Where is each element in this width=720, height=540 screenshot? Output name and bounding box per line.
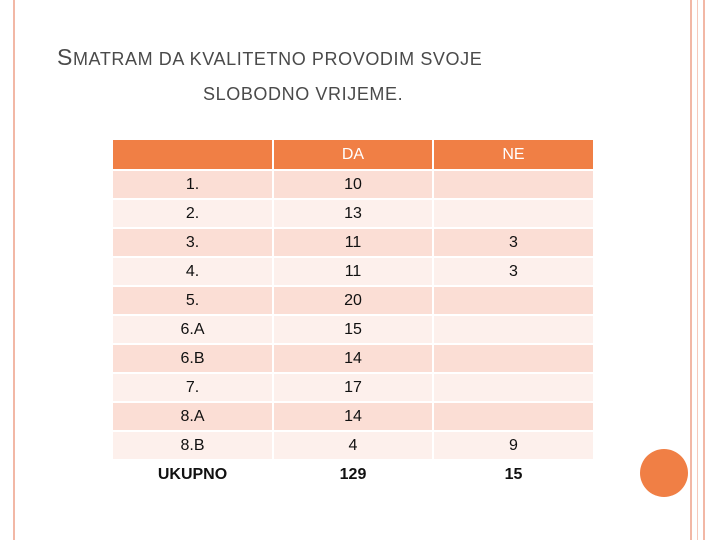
- table-row: [113, 431, 593, 460]
- row-ne-value: [433, 286, 593, 315]
- table-header-row: [113, 140, 593, 170]
- row-da-value: 4: [273, 431, 433, 460]
- row-da-value: 11: [273, 257, 433, 286]
- header-cell-da: DA: [273, 140, 433, 170]
- slide-title-line-2: SLOBODNO VRIJEME.: [203, 84, 404, 104]
- row-da-value: 17: [273, 373, 433, 402]
- slide-frame-inner-line-2: [697, 0, 698, 540]
- row-ne-value: [433, 373, 593, 402]
- total-label: UKUPNO: [113, 460, 273, 490]
- row-da-value: 15: [273, 315, 433, 344]
- table-row: [113, 199, 593, 228]
- row-da-value: 14: [273, 344, 433, 373]
- header-cell-ne: NE: [433, 140, 593, 170]
- table-row: [113, 344, 593, 373]
- slide-frame-inner-line: [690, 0, 692, 540]
- row-label: 8.A: [113, 402, 273, 431]
- header-cell-blank: [113, 140, 273, 170]
- title-first-letter: S: [57, 44, 73, 70]
- row-ne-value: [433, 344, 593, 373]
- table-row: [113, 228, 593, 257]
- row-label: 8.B: [113, 431, 273, 460]
- table-row: [113, 373, 593, 402]
- row-da-value: 10: [273, 170, 433, 199]
- table-total-row: [113, 460, 593, 490]
- row-ne-value: 3: [433, 257, 593, 286]
- table-row: [113, 286, 593, 315]
- row-label: 6.B: [113, 344, 273, 373]
- row-label: 1.: [113, 170, 273, 199]
- row-da-value: 11: [273, 228, 433, 257]
- row-ne-value: [433, 402, 593, 431]
- total-da-value: 129: [273, 460, 433, 490]
- row-da-value: 13: [273, 199, 433, 228]
- title-line-1-text: MATRAM DA KVALITETNO PROVODIM SVOJE: [72, 49, 483, 69]
- row-ne-value: 3: [433, 228, 593, 257]
- row-da-value: 14: [273, 402, 433, 431]
- row-label: 6.A: [113, 315, 273, 344]
- row-ne-value: [433, 315, 593, 344]
- row-label: 2.: [113, 199, 273, 228]
- row-label: 5.: [113, 286, 273, 315]
- table-row: [113, 402, 593, 431]
- decorative-orange-circle: [640, 449, 688, 497]
- table-row: [113, 315, 593, 344]
- row-ne-value: [433, 199, 593, 228]
- row-da-value: 20: [273, 286, 433, 315]
- row-label: 7.: [113, 373, 273, 402]
- slide-title-line-1: [57, 44, 482, 71]
- table-row: [113, 257, 593, 286]
- row-ne-value: 9: [433, 431, 593, 460]
- row-label: 3.: [113, 228, 273, 257]
- row-ne-value: [433, 170, 593, 199]
- row-label: 4.: [113, 257, 273, 286]
- total-ne-value: 15: [433, 460, 593, 490]
- survey-table: [113, 140, 593, 491]
- table-row: [113, 170, 593, 199]
